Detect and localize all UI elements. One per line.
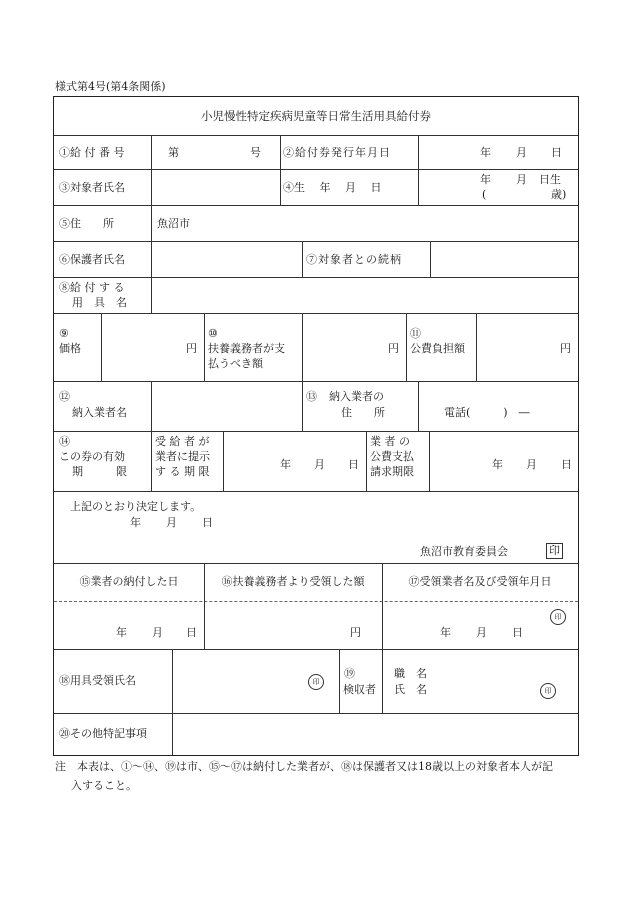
title-label: 職 名 [394, 667, 427, 680]
decision-text: 上記のとおり決定します。 [70, 500, 202, 513]
col-line [302, 381, 303, 431]
birth-month: 月 [516, 173, 527, 186]
decision-month: 月 [166, 516, 177, 529]
recipient-seal: 印 [308, 674, 324, 690]
inspector-seal: 印 [540, 683, 556, 699]
benefit-number-label: ①給 付 番 号 [59, 146, 125, 159]
col-line [418, 381, 419, 431]
col-line [339, 649, 340, 713]
col-line [151, 205, 152, 313]
public-burden-label: 公費負担額 [410, 342, 465, 355]
amount-unit: 円 [350, 626, 361, 639]
col-line [418, 135, 419, 205]
claim-day: 日 [561, 458, 572, 471]
issue-date-label: ②給付券発行年月日 [283, 146, 391, 159]
age-open: ( [482, 188, 487, 201]
row-line [54, 649, 578, 650]
public-unit: 円 [560, 342, 571, 355]
burden-label-2: 払うべき額 [208, 357, 263, 370]
inspector-number: ⑲ [344, 667, 355, 680]
price-number: ⑨ [59, 327, 69, 340]
claim-label-3: 請求期限 [370, 465, 414, 478]
receive-month: 月 [476, 626, 487, 639]
public-number: ⑪ [410, 327, 421, 340]
form-number-label: 様式第4号(第4条関係) [55, 80, 166, 93]
col-line [151, 381, 152, 431]
col-line [430, 241, 431, 277]
received-amount-header: ⑯扶養義務者より受領した額 [221, 575, 365, 588]
row-line [54, 713, 578, 714]
present-label-2: 業者に提示 [155, 450, 210, 463]
col-line [476, 313, 477, 381]
receive-year: 年 [440, 626, 451, 639]
footnote-line-1: 注 本表は、①～⑭、⑲は市、⑮～⑰は納付した業者が、⑱は保護者又は18歳以上の対象者本人が記 [55, 760, 553, 773]
receiver-name-label: ⑱用具受領氏名 [59, 674, 136, 687]
row-line [54, 277, 578, 278]
col-line [151, 431, 152, 491]
vendor-address-number: ⑬ [306, 390, 317, 403]
col-line [151, 135, 152, 205]
relation-label: ⑦対象者との続柄 [306, 253, 402, 266]
row-line [54, 381, 578, 382]
birth-year: 年 [480, 173, 491, 186]
benefit-voucher-form [53, 96, 579, 756]
name-label: 氏 名 [394, 683, 427, 696]
col-line [302, 241, 303, 277]
decision-day: 日 [202, 516, 213, 529]
age-close: 歳) [551, 188, 567, 201]
row-line [54, 431, 578, 432]
footnote [55, 757, 585, 795]
vendor-number: ⑫ [59, 390, 70, 403]
col-line [223, 431, 224, 491]
row-line [54, 241, 578, 242]
receiver-seal: 印 [550, 609, 566, 625]
issue-day: 日 [551, 146, 562, 159]
col-line [302, 313, 303, 381]
col-line [382, 649, 383, 713]
claim-label-1: 業 者 の [370, 435, 410, 448]
row-line [54, 563, 578, 564]
issue-year: 年 [480, 146, 491, 159]
row-line [54, 169, 578, 170]
issue-month: 月 [516, 146, 527, 159]
delivery-date-header: ⑮業者の納付した日 [79, 575, 179, 588]
receiver-header: ⑰受領業者名及び受領年月日 [408, 575, 552, 588]
form-title: 小児慢性特定疾病児童等日常生活用具給付券 [201, 109, 431, 123]
col-line [172, 649, 173, 713]
vendor-address-label-2: 住 所 [341, 406, 385, 419]
delivery-month: 月 [152, 626, 163, 639]
burden-number: ⑩ [208, 327, 218, 340]
row-line [54, 491, 578, 492]
col-line [204, 313, 205, 381]
present-label-1: 受 給 者 が [155, 435, 210, 448]
dashed-line [54, 601, 578, 602]
address-value: 魚沼市 [157, 217, 190, 230]
tool-name-label-1: ⑧給 付 す る [59, 281, 125, 294]
birthdate-label: ④生 年 月 日 [283, 181, 382, 194]
vendor-address-label-1: 納入業者の [329, 390, 384, 403]
price-unit: 円 [186, 342, 197, 355]
present-month: 月 [314, 458, 325, 471]
present-year: 年 [280, 458, 291, 471]
valid-number: ⑭ [59, 435, 70, 448]
decision-year: 年 [130, 516, 141, 529]
valid-label-1: この券の有効 [59, 450, 125, 463]
present-day: 日 [348, 458, 359, 471]
delivery-day: 日 [186, 626, 197, 639]
price-label: 価格 [59, 342, 81, 355]
footnote-line-2: 入すること。 [71, 779, 137, 792]
phone-label: 電話( ) ― [444, 406, 530, 419]
number-dai: 第 [168, 146, 179, 159]
col-line [280, 135, 281, 205]
present-label-3: す る 期 限 [155, 465, 210, 478]
col-line [101, 313, 102, 381]
delivery-year: 年 [116, 626, 127, 639]
subject-name-label: ③対象者氏名 [59, 181, 125, 194]
guardian-name-label: ⑥保護者氏名 [59, 253, 125, 266]
row-line [54, 205, 578, 206]
address-label: ⑤住 所 [59, 217, 114, 230]
row-line [54, 135, 578, 136]
other-notes-label: ⑳その他特記事項 [59, 727, 147, 740]
claim-month: 月 [526, 458, 537, 471]
valid-label-2: 期 限 [72, 465, 127, 478]
inspector-label: 検収者 [343, 683, 376, 696]
col-line [366, 431, 367, 491]
vendor-name-label: 納入業者名 [72, 406, 127, 419]
tool-name-label-2: 用 具 名 [72, 296, 127, 309]
issuer-seal: 印 [546, 543, 563, 559]
birth-day: 日生 [539, 173, 561, 186]
col-line [429, 431, 430, 491]
claim-year: 年 [492, 458, 503, 471]
burden-unit: 円 [388, 342, 399, 355]
number-go: 号 [250, 146, 261, 159]
row-line [54, 313, 578, 314]
burden-label-1: 扶養義務者が支 [208, 342, 285, 355]
receive-day: 日 [512, 626, 523, 639]
issuer-name: 魚沼市教育委員会 [420, 545, 508, 558]
claim-label-2: 公費支払 [370, 450, 414, 463]
col-line [406, 313, 407, 381]
col-line [172, 713, 173, 755]
